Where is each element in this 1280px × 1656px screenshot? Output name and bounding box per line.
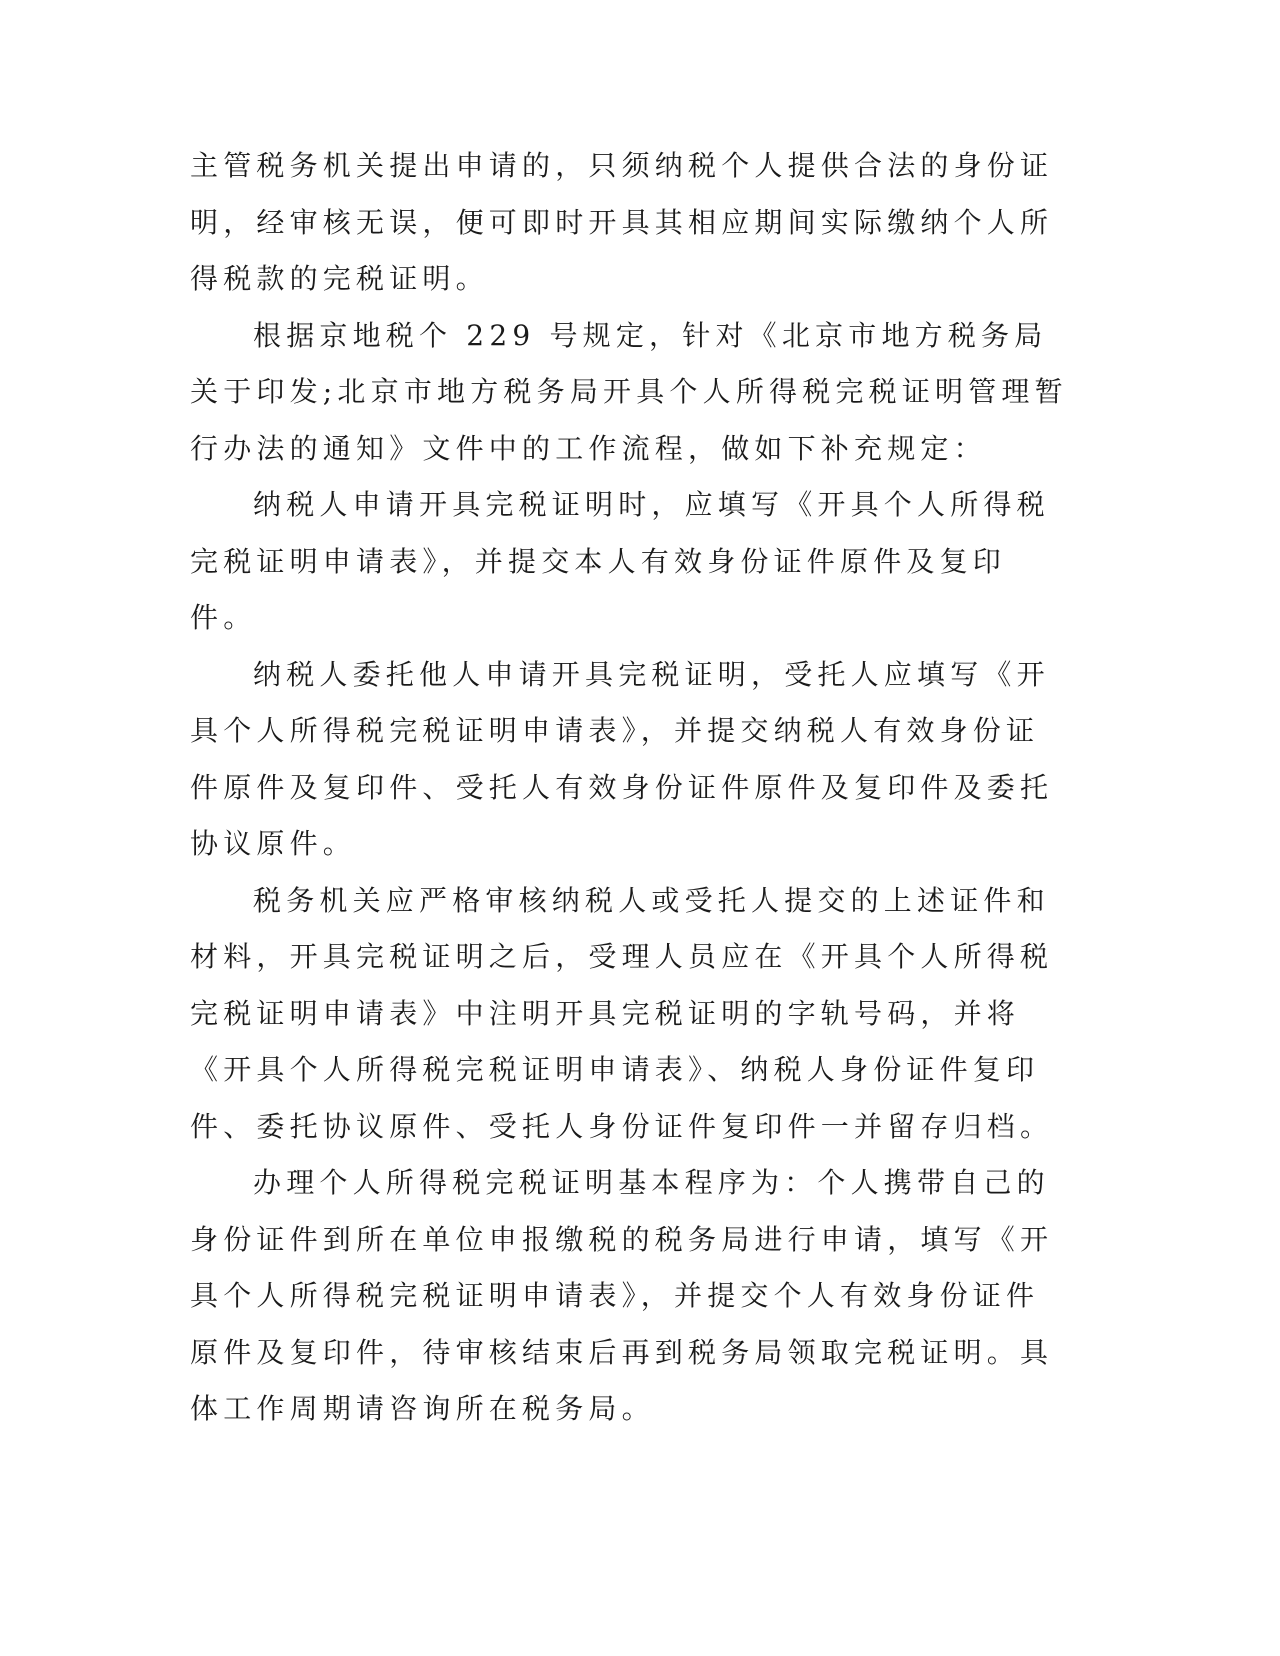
paragraph-self-application: 纳税人申请开具完税证明时，应填写《开具个人所得税完税证明申请表》，并提交本人有效身份证件原件及复印件。 (190, 488, 1050, 634)
paragraph-basic-procedure: 办理个人所得税完税证明基本程序为：个人携带自己的身份证件到所在单位申报缴税的税务局进行申请，填写《开具个人所得税完税证明申请表》，并提交个人有效身份证件原件及复印件，待审核结束后再到税务局领取完税证明。具体工作周期请咨询所在税务局。 (190, 1166, 1054, 1425)
paragraph-continuation: 主管税务机关提出申请的，只须纳税个人提供合法的身份证明，经审核无误，便可即时开具其相应期间实际缴纳个人所得税款的完税证明。 (190, 149, 1054, 295)
document-body (190, 138, 1070, 1438)
paragraph-regulation-229: 根据京地税个 229 号规定，针对《北京市地方税务局关于印发;北京市地方税务局开具个人所得税完税证明管理暂行办法的通知》文件中的工作流程，做如下补充规定： (190, 318, 1068, 465)
paragraph-tax-authority-review: 税务机关应严格审核纳税人或受托人提交的上述证件和材料，开具完税证明之后，受理人员应在《开具个人所得税完税证明申请表》中注明开具完税证明的字轨号码，并将《开具个人所得税完税证明申请表》、纳税人身份证件复印件、委托协议原件、受托人身份证件复印件一并留存归档。 (190, 883, 1054, 1143)
paragraph-entrusted-application: 纳税人委托他人申请开具完税证明，受托人应填写《开具个人所得税完税证明申请表》，并提交纳税人有效身份证件原件及复印件、受托人有效身份证件原件及复印件及委托协议原件。 (190, 657, 1054, 860)
